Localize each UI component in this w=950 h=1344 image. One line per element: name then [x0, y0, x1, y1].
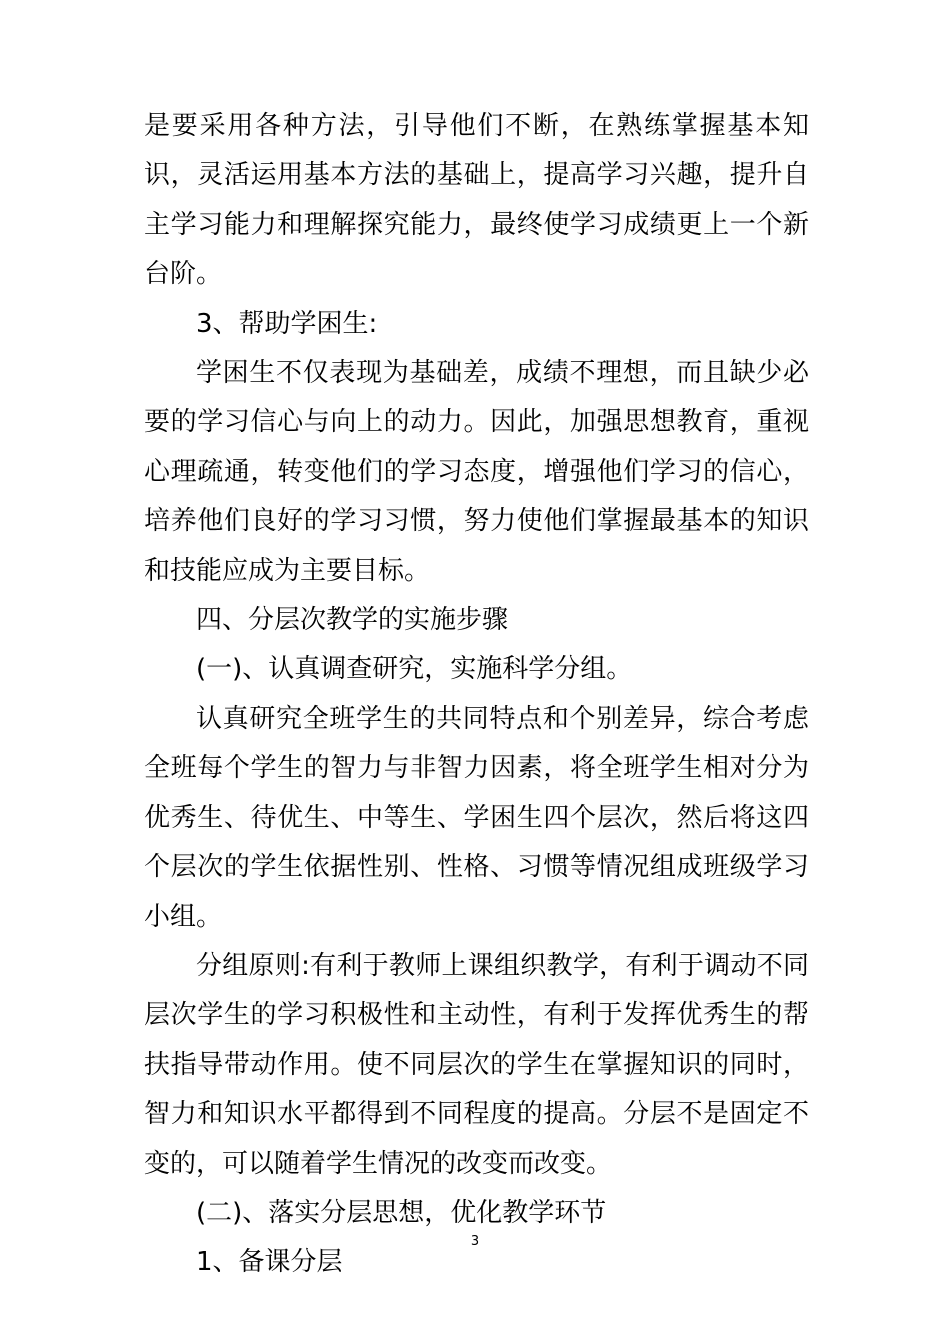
- heading-help-struggling-students: 3、帮助学困生:: [196, 308, 378, 339]
- section-heading-implementation-steps: 四、分层次教学的实施步骤: [196, 605, 509, 636]
- paragraph-struggling-students: 学困生不仅表现为基础差，成绩不理想，而且缺少必要的学习信心与向上的动力。因此，加强思想教育，重视心理疏通，转变他们的学习态度，增强他们学习的信心，培养他们良好的学习习惯，努力使他们掌握最基本的知识和技能应成为主要目标。: [144, 358, 809, 586]
- subheading-optimize-teaching: (二)、落实分层思想，优化教学环节: [196, 1197, 607, 1228]
- paragraph-continued-methods: 是要采用各种方法，引导他们不断，在熟练掌握基本知识，灵活运用基本方法的基础上，提高学习兴趣，提升自主学习能力和理解探究能力，最终使学习成绩更上一个新台阶。: [144, 111, 809, 290]
- document-body: [144, 102, 809, 1288]
- paragraph-grouping-principles: 分组原则:有利于教师上课组织教学，有利于调动不同层次学生的学习积极性和主动性，有利于发挥优秀生的帮扶指导带动作用。使不同层次的学生在掌握知识的同时，智力和知识水平都得到不同程度的提高。分层不是固定不变的，可以随着学生情况的改变而改变。: [144, 950, 809, 1179]
- subheading-lesson-prep-layering: 1、备课分层: [196, 1247, 343, 1278]
- paragraph-study-differences: 认真研究全班学生的共同特点和个别差异，综合考虑全班每个学生的智力与非智力因素，将全班学生相对分为优秀生、待优生、中等生、学困生四个层次，然后将这四个层次的学生依据性别、性格、习惯等情况组成班级学习小组。: [144, 703, 809, 932]
- subheading-scientific-grouping: (一)、认真调查研究，实施科学分组。: [196, 654, 633, 685]
- page-number: 3: [470, 1234, 480, 1249]
